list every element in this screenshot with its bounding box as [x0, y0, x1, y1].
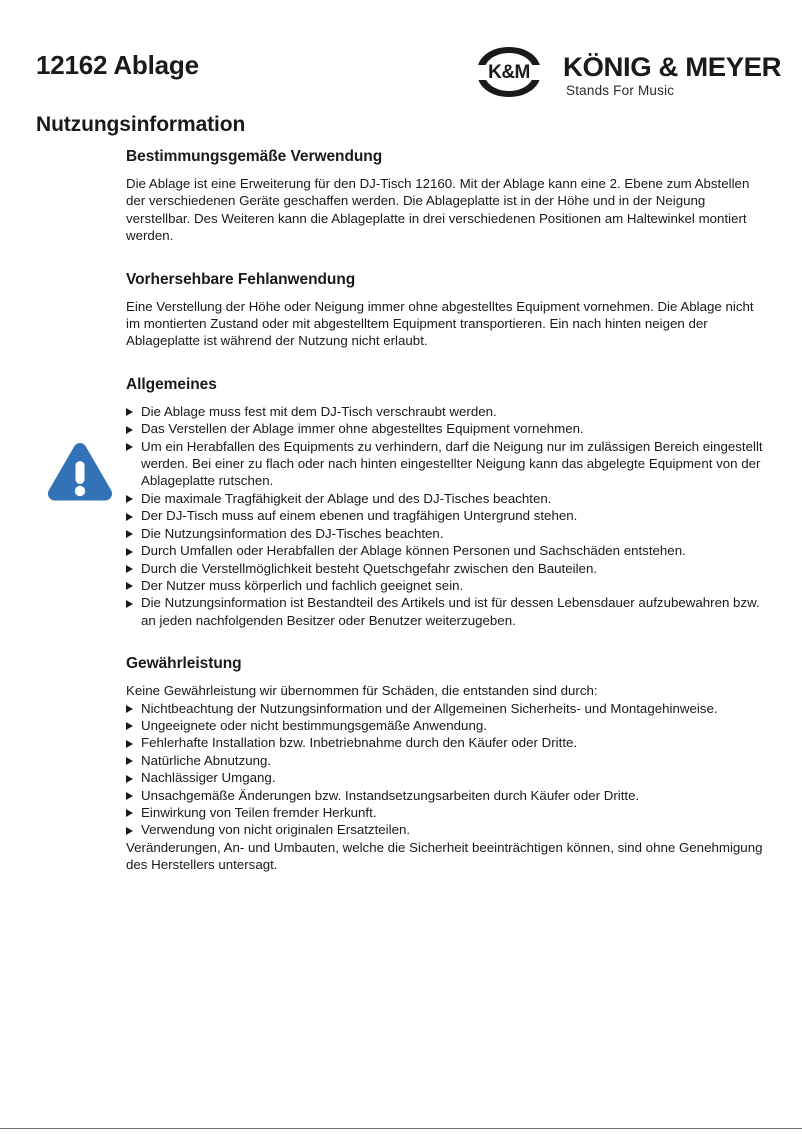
footer-divider [0, 1128, 802, 1129]
list-item: Die Ablage muss fest mit dem DJ-Tisch verschraubt werden. [126, 403, 770, 420]
list-item: Fehlerhafte Installation bzw. Inbetriebnahme durch den Käufer oder Dritte. [126, 734, 770, 751]
section-intro-gewaehrleistung: Keine Gewährleistung wir übernommen für Schäden, die entstanden sind durch: [126, 683, 598, 699]
list-item: Durch Umfallen oder Herabfallen der Ablage können Personen und Sachschäden entstehen. [126, 542, 770, 559]
logo-wordmark: KÖNIG & MEYER [563, 52, 782, 82]
list-item: Der Nutzer muss körperlich und fachlich geeignet sein. [126, 577, 770, 594]
main-heading: Nutzungsinformation [36, 113, 246, 136]
gewaehrleistung-bullet-list [126, 700, 770, 839]
list-item: Nachlässiger Umgang. [126, 769, 770, 786]
section-closing-gewaehrleistung: Veränderungen, An- und Umbauten, welche die Sicherheit beeinträchtigen können, sind ohne Genehmigung des Herstellers untersagt. [126, 839, 763, 873]
warning-triangle-icon [45, 438, 115, 508]
section-heading-gewaehrleistung: Gewährleistung [126, 655, 242, 673]
list-item: Einwirkung von Teilen fremder Herkunft. [126, 804, 770, 821]
list-item: Ungeeignete oder nicht bestimmungsgemäße Anwendung. [126, 717, 770, 734]
list-item: Die Nutzungsinformation ist Bestandteil des Artikels und ist für dessen Lebensdauer aufzubewahren bzw. an jeden nachfolgenden Besitzer oder Benutzer weiterzugeben. [126, 594, 770, 629]
brand-logo [466, 44, 782, 102]
list-item: Das Verstellen der Ablage immer ohne abgestelltes Equipment vornehmen. [126, 420, 770, 437]
allgemeines-bullet-list [126, 403, 770, 629]
section-heading-vorhersehbare-fehlanwendung: Vorhersehbare Fehlanwendung [126, 270, 356, 288]
list-item: Die maximale Tragfähigkeit der Ablage und des DJ-Tisches beachten. [126, 490, 770, 507]
document-content [126, 148, 770, 874]
section-heading-allgemeines: Allgemeines [126, 375, 217, 393]
section-paragraph-bestimmungsgemaesse-verwendung: Die Ablage ist eine Erweiterung für den DJ-Tisch 12160. Mit der Ablage kann eine 2. Ebene zum Abstellen der verschiedenen Geräte geschaffen werden. Die Ablageplatte ist in der Höhe und in der Neigung verstellbar. Des Weiteren kann die Ablageplatte in drei verschiedenen Positionen am Haltewinkel montiert werden. [126, 176, 750, 244]
list-item: Natürliche Abnutzung. [126, 752, 770, 769]
list-item: Unsachgemäße Änderungen bzw. Instandsetzungsarbeiten durch Käufer oder Dritte. [126, 787, 770, 804]
list-item: Verwendung von nicht originalen Ersatzteilen. [126, 821, 770, 838]
section-heading-bestimmungsgemaesse-verwendung: Bestimmungsgemäße Verwendung [126, 148, 383, 165]
list-item: Nichtbeachtung der Nutzungsinformation und der Allgemeinen Sicherheits- und Montagehinweise. [126, 700, 770, 717]
km-emblem-icon [466, 44, 552, 100]
logo-tagline: Stands For Music [566, 83, 675, 98]
svg-text:K&M: K&M [488, 62, 530, 83]
section-paragraph-vorhersehbare-fehlanwendung: Eine Verstellung der Höhe oder Neigung immer ohne abgestelltes Equipment vornehmen. Die Ablage nicht im montierten Zustand oder mit abgestelltem Equipment transportieren. Ein nach hinten neigen der Ablageplatte ist während der Nutzung nicht erlaubt. [126, 298, 754, 349]
list-item: Die Nutzungsinformation des DJ-Tisches beachten. [126, 525, 770, 542]
list-item: Um ein Herabfallen des Equipments zu verhindern, darf die Neigung nur im zulässigen Bereich eingestellt werden. Bei einer zu flach oder nach hinten eingestellter Neigung kann das abgelegte Equipment von der Ablageplatte rutschen. [126, 438, 770, 490]
list-item: Durch die Verstellmöglichkeit besteht Quetschgefahr zwischen den Bauteilen. [126, 560, 770, 577]
page-title: 12162 Ablage [36, 50, 199, 80]
document-header [0, 0, 802, 110]
list-item: Der DJ-Tisch muss auf einem ebenen und tragfähigen Untergrund stehen. [126, 507, 770, 524]
